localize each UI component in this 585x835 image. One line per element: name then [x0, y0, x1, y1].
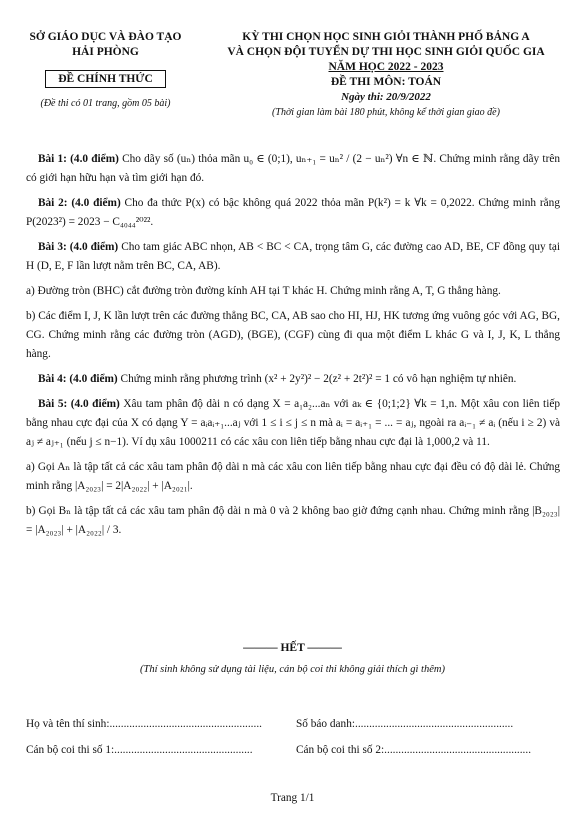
header-right	[205, 30, 567, 121]
problem-label: Bài 2: (4.0 điểm)	[38, 197, 121, 209]
end-mark: ——— HẾT ———	[243, 642, 342, 654]
problem-text: Chứng minh rằng phương trình (x² + 2y²)² − 2(z² + 2t²)² = 1 có vô hạn nghiệm tự nhiên.	[120, 373, 517, 385]
time-note: (Thời gian làm bài 180 phút, không kể thời gian giao đề)	[272, 107, 500, 118]
problem-text: Xâu tam phân độ dài n có dạng X = a₁a₂...aₙ với aₖ ∈ {0;1;2} ∀k = 1,n. Một xâu con liên tiếp bằng nhau cực đại của X có dạng Y = aᵢaᵢ₊₁...aⱼ với 1 ≤ i ≤ j ≤ n mà aᵢ = aᵢ₊₁ = ... = aⱼ, ngoài ra aᵢ₋₁ ≠ aᵢ (nếu i ≥ 2) và aⱼ ≠ aⱼ₊₁ (nếu j ≤ n−1). Ví dụ xâu 1000211 có các xâu con liên tiếp bằng nhau cực đại là 1,000,2 và 11.	[26, 398, 561, 448]
page-number: Trang 1/1	[270, 792, 315, 804]
subject: ĐỀ THI MÔN: TOÁN	[330, 76, 442, 88]
header-left	[18, 30, 193, 109]
problem-label: Bài 4: (4.0 điểm)	[38, 373, 118, 385]
signature-area	[26, 718, 560, 770]
problem-text: Cho dãy số (uₙ) thỏa mãn u₀ ∈ (0;1), uₙ₊₁ = uₙ² / (2 − uₙ²) ∀n ∈ ℕ. Chứng minh rằng dãy trên có giới hạn hữu hạn và tìm giới hạn đó.	[26, 153, 560, 184]
problem-text: a) Gọi Aₙ là tập tất cả các xâu tam phân độ dài n mà các xâu con liên tiếp bằng nhau cực đại đều có độ dài lẻ. Chứng minh rằng |A₂₀₂₃| = 2|A₂₀₂₂| + |A₂₀₂₁|.	[26, 461, 560, 492]
proctor-1-field: Cán bộ coi thi số 1:.................................................	[26, 744, 253, 756]
problem-text: Cho đa thức P(x) có bậc không quá 2022 thỏa mãn P(k²) = k ∀k = 0,2022. Chứng minh rằng P(2023²) = 2023 − C₄₀₄₄²⁰²².	[26, 197, 560, 228]
problem-5	[26, 395, 560, 452]
signature-row	[26, 718, 560, 730]
problem-5b	[26, 502, 560, 540]
problem-text: Cho tam giác ABC nhọn, AB < BC < CA, trọng tâm G, các đường cao AD, BE, CF đồng quy tại H (D, E, F lần lượt nằm trên BC, CA, AB).	[26, 241, 560, 272]
problems	[26, 150, 560, 546]
problem-3a	[26, 282, 560, 301]
exam-title-line2: VÀ CHỌN ĐỘI TUYỂN DỰ THI HỌC SINH GIỎI QUỐC GIA	[227, 46, 545, 58]
school-year: NĂM HỌC 2022 - 2023	[328, 61, 444, 73]
candidate-name-field: Họ và tên thí sinh:......................................................	[26, 718, 262, 730]
end-note: (Thí sinh không sử dụng tài liệu, cán bộ coi thi không giải thích gì thêm)	[140, 664, 445, 675]
exam-date: Ngày thi: 20/9/2022	[341, 91, 431, 103]
problem-text: b) Các điểm I, J, K lần lượt trên các đường thẳng BC, CA, AB sao cho HI, HJ, HK tương ứng vuông góc với AG, BG, CG. Chứng minh rằng các đường tròn (AGD), (BGE), (CGF) cùng đi qua một điểm L khác G và I, J, K, L thẳng hàng.	[26, 310, 560, 360]
problem-label: Bài 5: (4.0 điểm)	[38, 398, 120, 410]
problem-5a	[26, 458, 560, 496]
problem-4	[26, 370, 560, 389]
page-count-note: (Đề thi có 01 trang, gồm 05 bài)	[40, 98, 171, 109]
exam-title-line1: KỲ THI CHỌN HỌC SINH GIỎI THÀNH PHỐ BẢNG A	[242, 31, 530, 43]
city-name: HẢI PHÒNG	[72, 46, 139, 58]
proctor-2-field: Cán bộ coi thi số 2:....................................................	[296, 744, 532, 756]
problem-text: b) Gọi Bₙ là tập tất cả các xâu tam phân độ dài n mà 0 và 2 không bao giờ đứng cạnh nhau. Chứng minh rằng |B₂₀₂₃| = |A₂₀₂₃| + |A₂₀₂₂| / 3.	[26, 505, 560, 536]
problem-2	[26, 194, 560, 232]
problem-1	[26, 150, 560, 188]
signature-row	[26, 744, 560, 756]
problem-label: Bài 1: (4.0 điểm)	[38, 153, 119, 165]
problem-3b	[26, 307, 560, 364]
problem-label: Bài 3: (4.0 điểm)	[38, 241, 119, 253]
official-badge: ĐỀ CHÍNH THỨC	[45, 70, 166, 88]
problem-text: a) Đường tròn (BHC) cắt đường tròn đường kính AH tại T khác H. Chứng minh rằng A, T, G thẳng hàng.	[26, 285, 501, 297]
department-name: SỞ GIÁO DỤC VÀ ĐÀO TẠO	[29, 31, 182, 43]
candidate-id-field: Số báo danh:........................................................	[296, 718, 514, 730]
problem-3	[26, 238, 560, 276]
